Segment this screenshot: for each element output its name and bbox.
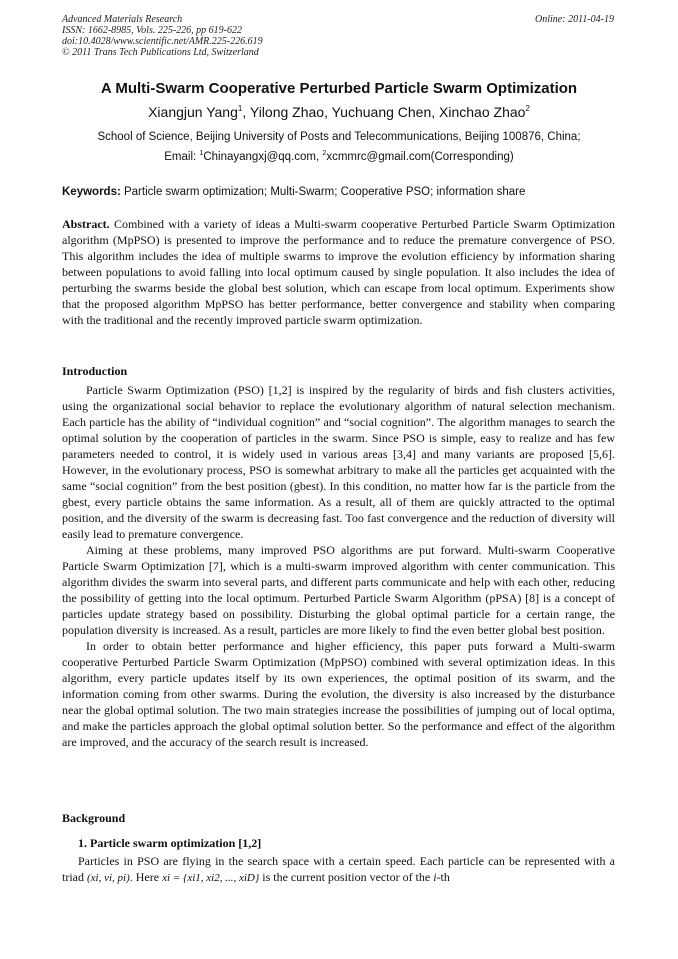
author-mark: 2: [525, 104, 530, 113]
abstract: [62, 216, 615, 328]
triad-formula: (xi, vi, pi): [87, 872, 130, 884]
copyright-line: © 2011 Trans Tech Publications Ltd, Switzerland: [62, 47, 259, 58]
text-run: i: [433, 870, 437, 884]
paragraph: Particle Swarm Optimization (PSO) [1,2] is inspired by the regularity of birds and fish clusters activities, using the organizational social behavior to replace the evolutionary algorithm of natural selection mechanism. Each particle has the ability of “individual cognition” and “social cognition”. The algorithm manages to search the optimal solution by the cooperation of particles in the swarm. Since PSO is simple, easy to realize and has few parameters needed to control, it is widely used in various areas [3,4] and many variants are proposed [5,6]. However, in the evolutionary process, PSO is somewhat arbitrary to make all the particles get acquainted with the same “social cognition” from the best position (gbest). In this condition, no matter how far is the particle from the gbest, every particle obtains the same information. As a result, all of them are quickly attracted to the optimal position, and the diversity of the swarm is decreasing fast. Too fast convergence and the reduction of diversity will easily lead to premature convergence.: [62, 383, 615, 541]
keywords-text: Particle swarm optimization; Multi-Swarm; Cooperative PSO; information share: [120, 186, 526, 198]
abstract-label: Abstract.: [62, 217, 110, 231]
email-address[interactable]: Chinayangxj@qq.com,: [203, 151, 323, 163]
author-name: Xiangjun Yang: [148, 104, 238, 120]
email-label: Email:: [164, 151, 200, 163]
email-mark: 2: [322, 150, 327, 157]
keywords-label: Keywords:: [62, 186, 121, 198]
paragraph: [62, 853, 615, 886]
introduction-body: [62, 382, 615, 750]
online-date: Online: 2011-04-19: [535, 14, 614, 25]
subsection-heading: 1. Particle swarm optimization [1,2]: [78, 836, 262, 850]
background-heading: Background: [62, 811, 126, 825]
publication-info: [62, 14, 263, 58]
abstract-text: Combined with a variety of ideas a Multi-swarm cooperative Perturbed Particle Swarm Optimization algorithm (MpPSO) is presented to improve the performance and to reduce the premature convergence of PSO. This algorithm includes the idea of multiple swarms to improve the evolution efficiency by information sharing between populations to avoid falling into local optimum caused by single population. It also includes the idea of perturbing the swarms beside the global best solution, which can escape from local optimum. Experiments show that the proposed algorithm MpPSO has better performance, better convergence and stability when comparing with the traditional and the recently improved particle swarm optimization.: [62, 217, 615, 327]
author-sep: ,: [324, 104, 332, 120]
author-sep: ,: [242, 104, 250, 120]
position-vector-formula: xi = {xi1, xi2, ..., xiD}: [162, 872, 260, 884]
author-list: [0, 104, 678, 120]
background-body: [62, 853, 615, 886]
email-mark: 1: [199, 150, 204, 157]
paper-title: A Multi-Swarm Cooperative Perturbed Particle Swarm Optimization: [100, 80, 578, 97]
author-sep: ,: [431, 104, 440, 120]
paragraph: Aiming at these problems, many improved PSO algorithms are put forward. Multi-swarm Cooperative Particle Swarm Optimization [7], which is a multi-swarm improved algorithm with center communication. This algorithm divides the swarm into several parts, and different parts communicate and help with each other, reducing the possibility of getting into the local optimum. Perturbed Particle Swarm Algorithm (pPSA) [8] is a concept of particles update strategy based on possibility. Disturbing the global optimal particle for a certain range, the population diversity is increased. As a result, particles are more likely to find the even better global best position.: [62, 543, 615, 637]
text-run: -th: [436, 870, 450, 884]
text-run: Particles in PSO are flying in the search space with a certain speed. Each particle can be represented with a triad: [62, 854, 615, 884]
paragraph: In order to obtain better performance and higher efficiency, this paper puts forward a Multi-swarm cooperative Perturbed Particle Swarm Optimization (MpPSO) combined with several optimization ideas. In this algorithm, every particle updates itself by its own experiences, the optimal position of its swarm, and the information coming from other swarms. During the evolution, the diversity is also increased by the disturbance near the global optimal solution. The two main strategies increase the possibilities of jumping out of local optima, and make the particles approach the global optimal solution better. So the performance and effect of the algorithm are improved, and the accuracy of the search result is increased.: [62, 639, 615, 749]
doi-line: doi:10.4028/www.scientific.net/AMR.225-226.619: [62, 36, 263, 47]
keywords: [62, 186, 622, 198]
text-run: is the current position vector of the: [259, 870, 434, 884]
journal-name: Advanced Materials Research: [62, 14, 183, 25]
author-mark: 1: [237, 104, 243, 113]
introduction-heading: Introduction: [62, 364, 128, 378]
email-address[interactable]: xcmmrc@gmail.com(Corresponding): [326, 151, 514, 163]
email-line: [0, 151, 678, 163]
author-name: Xinchao Zhao: [439, 104, 526, 120]
issn-line: ISSN: 1662-8985, Vols. 225-226, pp 619-622: [62, 25, 242, 36]
author-name: Yilong Zhao: [249, 104, 325, 120]
text-run: . Here: [129, 870, 163, 884]
author-name: Yuchuang Chen: [331, 104, 432, 120]
affiliation: School of Science, Beijing University of Posts and Telecommunications, Beijing 100876, China;: [97, 131, 581, 143]
